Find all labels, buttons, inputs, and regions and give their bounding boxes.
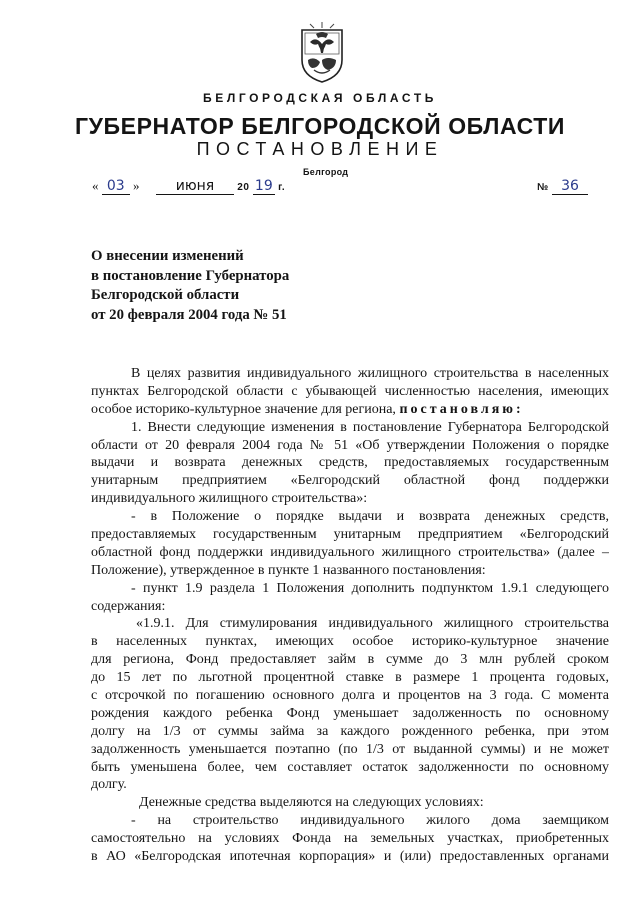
decree-title [91, 247, 391, 325]
region-heading: БЕЛГОРОДСКАЯ ОБЛАСТЬ [203, 91, 437, 105]
body-line: выдачи и возврата денежных средств, предоставляемых государственным [91, 455, 609, 471]
body-line: пунктах Белгородской области с убывающей численностью населения, имеющих [91, 383, 609, 399]
decree-body [91, 365, 609, 866]
title-line: от 20 февраля 2004 года № 51 [91, 306, 287, 323]
date-year-letter: г. [278, 182, 286, 193]
body-line: области от 20 февраля 2004 года № 51 «Об утверждении Положения о порядке [91, 437, 609, 453]
date-year-prefix: 20 [237, 182, 250, 193]
body-line: задолженность уменьшается поэтапно (по 1/3 от выданной суммы) и не может [91, 741, 609, 757]
body-line: рождения каждого ребенка Фонд уменьшает задолженность по основному [91, 705, 609, 721]
resolution-keyword: постановляю: [399, 401, 524, 417]
body-line: для региона, Фонд предоставляет займ в сумме до 3 млн рублей сроком [91, 652, 609, 668]
body-line: в населенных пунктах, имеющих особое историко-культурное значение [91, 634, 609, 650]
body-line: долгу. [91, 777, 127, 793]
date-year-suffix: 19 [253, 179, 275, 195]
decree-heading: ПОСТАНОВЛЕНИЕ [196, 139, 444, 159]
body-text: особое историко-культурное значение для региона, [91, 401, 400, 417]
body-line: унитарным предприятием «Белгородский областной фонд поддержки [91, 473, 609, 489]
body-line: долгу на 1/3 от суммы займа за каждого рожденного ребенка, при этом [91, 723, 609, 739]
number-value: 36 [552, 179, 588, 195]
date-close-quote: » [133, 178, 140, 193]
body-line: - пункт 1.9 раздела 1 Положения дополнить подпунктом 1.9.1 следующего [131, 580, 609, 596]
body-line: в АО «Белгородская ипотечная корпорация» и (или) предоставленных органами [91, 849, 609, 865]
body-line: быть уменьшена более, чем составляет остаток задолженности по основному [91, 759, 609, 775]
title-line: в постановление Губернатора [91, 267, 290, 284]
body-line: «1.9.1. Для стимулирования индивидуального жилищного строительства [136, 616, 609, 632]
body-line: с отсрочкой по погашению основного долга и процентов на 3 года. С момента [91, 688, 609, 704]
body-line: до 15 лет по льготной процентной ставке в размере 1 процента годовых, [91, 670, 609, 686]
body-line: содержания: [91, 598, 166, 614]
body-line: 1. Внести следующие изменения в постановление Губернатора Белгородской [131, 419, 609, 435]
coat-of-arms-icon [298, 20, 346, 84]
city-label: Белгород [303, 167, 349, 177]
body-line: самостоятельно на условиях Фонда на земельных участках, приобретенных [91, 831, 609, 847]
body-line: В целях развития индивидуального жилищного строительства в населенных [131, 366, 609, 381]
body-line: индивидуального жилищного строительства»: [91, 491, 368, 507]
body-line: Положение), утвержденное в пункте 1 названного постановления: [91, 562, 486, 578]
date-month: июня [156, 179, 234, 195]
body-line: предоставляемых государственным унитарным предприятием «Белгородский [91, 527, 609, 543]
number-label: № [537, 182, 549, 193]
governor-heading: ГУБЕРНАТОР БЕЛГОРОДСКОЙ ОБЛАСТИ [74, 113, 566, 139]
date-open-quote: « [92, 178, 99, 193]
body-line [91, 401, 609, 419]
body-line: Денежные средства выделяются на следующих условиях: [139, 795, 484, 811]
coat-of-arms-emblem [298, 20, 346, 84]
title-line: О внесении изменений [91, 248, 244, 264]
date-day: 03 [102, 179, 130, 195]
body-line: - на строительство индивидуального жилого дома заемщиком [131, 813, 609, 829]
title-line: Белгородской области [91, 287, 240, 303]
decree-date [92, 178, 285, 198]
body-line: областной фонд поддержки индивидуального жилищного строительства» (далее – [91, 544, 609, 560]
body-line: - в Положение о порядке выдачи и возврата денежных средств, [131, 509, 609, 525]
decree-number [537, 178, 588, 198]
